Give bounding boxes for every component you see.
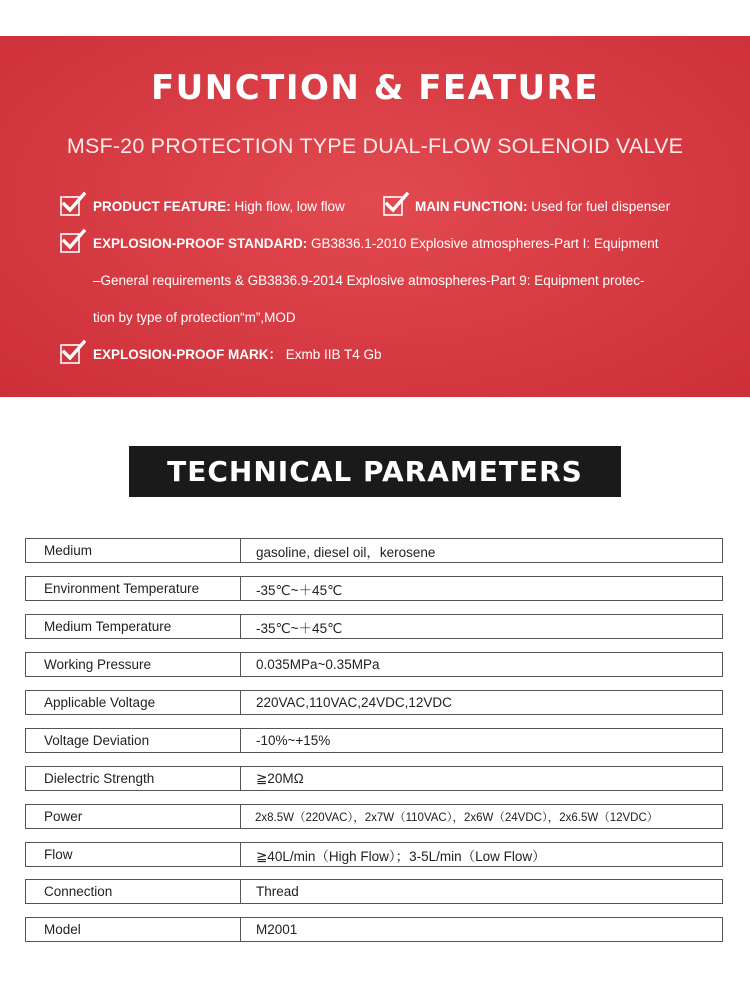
param-name: Model [26, 918, 241, 941]
checkbox-check-icon [60, 228, 86, 254]
param-name: Flow [26, 843, 241, 866]
param-name: Environment Temperature [26, 577, 241, 600]
feature-product-text: High flow, low flow [230, 199, 345, 214]
table-row [25, 614, 723, 639]
feature-banner [0, 36, 750, 397]
param-name: Power [26, 805, 241, 828]
param-value: -35℃~＋45℃ [256, 620, 343, 636]
feature-mark [93, 346, 382, 364]
checkbox-check-icon [60, 191, 86, 217]
table-row [25, 728, 723, 753]
param-name: Medium Temperature [26, 615, 241, 638]
feature-mark-label: EXPLOSION-PROOF MARK： [93, 347, 283, 362]
checkbox-check-icon [383, 191, 409, 217]
feature-standard [93, 235, 658, 253]
table-row [25, 538, 723, 563]
banner-subtitle: MSF-20 PROTECTION TYPE DUAL-FLOW SOLENOID VALVE [66, 134, 684, 158]
feature-standard-continued-2: tion by type of protection“m”,MOD [93, 310, 296, 325]
param-name: Working Pressure [26, 653, 241, 676]
param-value: 220VAC,110VAC,24VDC,12VDC [256, 695, 452, 710]
param-value: M2001 [256, 922, 298, 937]
param-value: ≧40L/min（High Flow）；3-5L/min（Low Flow） [256, 848, 546, 864]
feature-standard-label: EXPLOSION-PROOF STANDARD: [93, 236, 308, 251]
param-name: Medium [26, 539, 241, 562]
feature-product [93, 198, 345, 216]
feature-main-function-label: MAIN FUNCTION: [415, 199, 528, 214]
param-value: 2x8.5W（220VAC），2x7W（110VAC），2x6W（24VDC），2x6.5W（12VDC） [255, 811, 659, 824]
param-name: Applicable Voltage [26, 691, 241, 714]
param-value: ≧20MΩ [256, 770, 304, 786]
table-row [25, 804, 723, 829]
param-value: 0.035MPa~0.35MPa [256, 657, 380, 672]
table-row [25, 766, 723, 791]
feature-main-function [415, 198, 670, 216]
table-row [25, 879, 723, 904]
feature-standard-text: GB3836.1-2010 Explosive atmospheres-Part I: Equipment [307, 236, 659, 251]
table-row [25, 917, 723, 942]
param-name: Dielectric Strength [26, 767, 241, 790]
table-row [25, 842, 723, 867]
table-row [25, 690, 723, 715]
feature-mark-text: Exmb IIB T4 Gb [282, 347, 382, 362]
checkbox-check-icon [60, 339, 86, 365]
param-value: gasoline, diesel oil，kerosene [256, 544, 436, 560]
feature-product-label: PRODUCT FEATURE: [93, 199, 231, 214]
banner-title: FUNCTION & FEATURE [150, 68, 600, 108]
feature-standard-continued-1: –General requirements & GB3836.9-2014 Explosive atmospheres-Part 9: Equipment protec- [93, 273, 645, 288]
table-row [25, 576, 723, 601]
param-value: -35℃~＋45℃ [256, 582, 343, 598]
param-value: -10%~+15% [256, 733, 331, 748]
feature-main-function-text: Used for fuel dispenser [527, 199, 671, 214]
table-row [25, 652, 723, 677]
param-value: Thread [256, 884, 299, 899]
technical-parameters-heading: TECHNICAL PARAMETERS [129, 446, 621, 497]
param-name: Connection [26, 880, 241, 903]
param-name: Voltage Deviation [26, 729, 241, 752]
